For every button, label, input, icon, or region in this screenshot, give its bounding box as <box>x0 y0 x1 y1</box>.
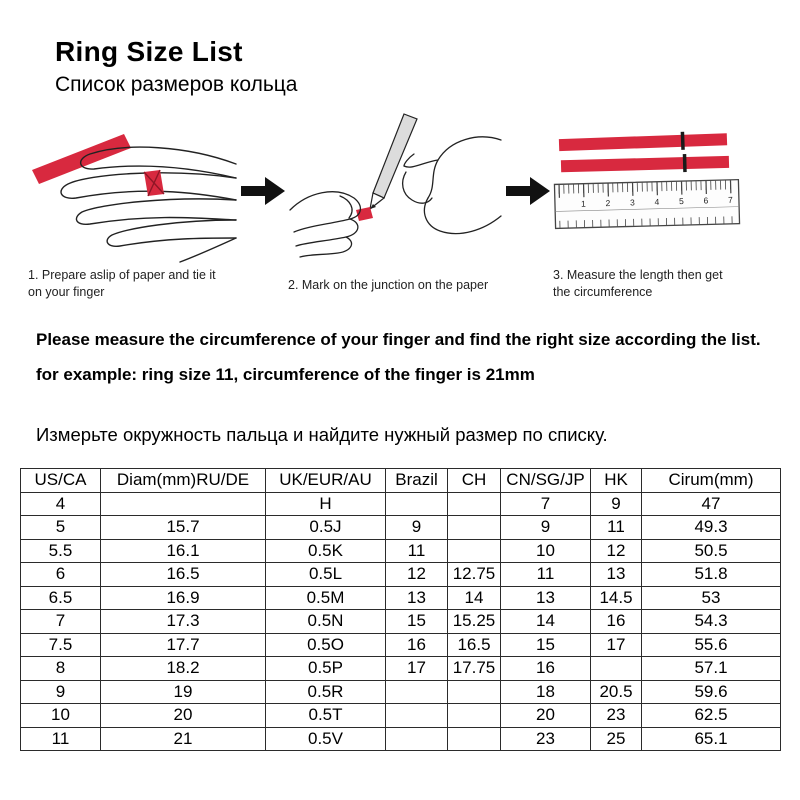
table-cell: 6 <box>21 563 101 587</box>
table-cell: 17.7 <box>101 633 266 657</box>
table-cell: 0.5P <box>266 657 386 681</box>
table-cell: 0.5N <box>266 610 386 634</box>
table-cell: 0.5T <box>266 704 386 728</box>
table-cell: 7 <box>501 492 591 516</box>
table-cell: 7 <box>21 610 101 634</box>
table-cell <box>448 680 501 704</box>
table-cell: 0.5O <box>266 633 386 657</box>
table-cell: 0.5V <box>266 727 386 751</box>
table-cell: 65.1 <box>642 727 781 751</box>
ruler-number: 3 <box>629 197 635 208</box>
size-table-body <box>21 492 781 751</box>
step1-caption: 1. Prepare aslip of paper and tie it on your finger <box>28 268 216 299</box>
table-cell: 18 <box>501 680 591 704</box>
table-cell: 12.75 <box>448 563 501 587</box>
table-row <box>21 610 781 634</box>
table-cell: 16 <box>501 657 591 681</box>
measured-paper-strips <box>559 130 729 175</box>
table-cell: 12 <box>591 539 642 563</box>
table-cell: 15.25 <box>448 610 501 634</box>
table-cell: 14 <box>501 610 591 634</box>
table-cell: 11 <box>591 516 642 540</box>
table-cell: 0.5L <box>266 563 386 587</box>
table-cell: 8 <box>21 657 101 681</box>
table-cell: 20 <box>501 704 591 728</box>
table-cell <box>448 704 501 728</box>
table-cell: 0.5R <box>266 680 386 704</box>
table-cell: 49.3 <box>642 516 781 540</box>
instruction-line-2: for example: ring size 11, circumference of the finger is 21mm <box>36 365 535 384</box>
table-cell: 59.6 <box>642 680 781 704</box>
table-cell: 0.5M <box>266 586 386 610</box>
page-title: Ring Size List <box>55 36 243 67</box>
table-cell: 15 <box>501 633 591 657</box>
column-header: HK <box>591 469 642 493</box>
table-cell <box>591 657 642 681</box>
table-cell: 12 <box>386 563 448 587</box>
table-cell: 6.5 <box>21 586 101 610</box>
table-cell: 51.8 <box>642 563 781 587</box>
writing-hand-outline <box>403 137 501 234</box>
table-cell: 13 <box>591 563 642 587</box>
table-cell <box>448 492 501 516</box>
table-cell: 16.1 <box>101 539 266 563</box>
table-cell: 16.5 <box>448 633 501 657</box>
table-cell: 13 <box>386 586 448 610</box>
table-row <box>21 516 781 540</box>
table-row <box>21 563 781 587</box>
table-cell: 0.5J <box>266 516 386 540</box>
table-cell: 16 <box>386 633 448 657</box>
table-cell: 17.75 <box>448 657 501 681</box>
table-cell <box>386 704 448 728</box>
table-cell: 50.5 <box>642 539 781 563</box>
table-cell <box>448 516 501 540</box>
table-cell: H <box>266 492 386 516</box>
table-cell: 23 <box>591 704 642 728</box>
table-cell: 9 <box>386 516 448 540</box>
step2-marking-illustration <box>288 112 503 264</box>
step-1 <box>28 112 238 301</box>
ruler-number: 7 <box>727 194 733 205</box>
table-cell: 16.9 <box>101 586 266 610</box>
column-header: CN/SG/JP <box>501 469 591 493</box>
table-cell: 0.5K <box>266 539 386 563</box>
column-header: Brazil <box>386 469 448 493</box>
table-cell: 55.6 <box>642 633 781 657</box>
table-cell: 57.1 <box>642 657 781 681</box>
table-cell: 15.7 <box>101 516 266 540</box>
table-cell: 5.5 <box>21 539 101 563</box>
table-cell: 54.3 <box>642 610 781 634</box>
table-cell <box>386 492 448 516</box>
finger-with-paper-outline <box>290 192 360 257</box>
ruler-number: 4 <box>654 196 660 207</box>
ring-size-table <box>20 468 781 751</box>
step-2 <box>288 112 503 294</box>
table-cell <box>448 727 501 751</box>
instruction-line-1: Please measure the circumference of your finger and find the right size according the list. <box>36 330 761 349</box>
table-cell <box>386 727 448 751</box>
table-cell <box>448 539 501 563</box>
table-cell: 20 <box>101 704 266 728</box>
table-cell: 9 <box>21 680 101 704</box>
table-cell: 11 <box>386 539 448 563</box>
table-cell: 25 <box>591 727 642 751</box>
table-cell: 14 <box>448 586 501 610</box>
table-row <box>21 727 781 751</box>
table-cell: 17 <box>386 657 448 681</box>
ruler-number: 1 <box>580 198 586 209</box>
strip-mark <box>683 154 687 172</box>
table-row <box>21 492 781 516</box>
table-cell: 11 <box>501 563 591 587</box>
table-cell: 19 <box>101 680 266 704</box>
ruler-number: 6 <box>703 195 709 206</box>
column-header: US/CA <box>21 469 101 493</box>
table-row <box>21 586 781 610</box>
table-cell: 7.5 <box>21 633 101 657</box>
ruler-number: 2 <box>605 197 611 209</box>
table-cell: 14.5 <box>591 586 642 610</box>
arrow-right-icon <box>240 174 286 208</box>
table-cell: 17.3 <box>101 610 266 634</box>
table-cell: 4 <box>21 492 101 516</box>
instruction-line-ru: Измерьте окружность пальца и найдите нужный размер по списку. <box>36 424 608 445</box>
table-cell: 18.2 <box>101 657 266 681</box>
ruler <box>554 180 739 229</box>
table-row <box>21 633 781 657</box>
pencil-icon <box>370 114 417 209</box>
table-cell: 13 <box>501 586 591 610</box>
table-cell: 5 <box>21 516 101 540</box>
table-header-row <box>21 469 781 493</box>
step3-caption: 3. Measure the length then get the circumference <box>553 268 723 299</box>
table-row <box>21 680 781 704</box>
table-cell: 9 <box>591 492 642 516</box>
column-header: CH <box>448 469 501 493</box>
table-cell: 15 <box>386 610 448 634</box>
table-cell: 20.5 <box>591 680 642 704</box>
column-header: UK/EUR/AU <box>266 469 386 493</box>
table-cell: 16.5 <box>101 563 266 587</box>
table-cell: 9 <box>501 516 591 540</box>
table-cell: 21 <box>101 727 266 751</box>
table-cell: 53 <box>642 586 781 610</box>
step2-caption: 2. Mark on the junction on the paper <box>288 278 489 292</box>
step-3 <box>553 112 745 301</box>
table-cell <box>101 492 266 516</box>
column-header: Diam(mm)RU/DE <box>101 469 266 493</box>
table-row <box>21 539 781 563</box>
table-cell: 11 <box>21 727 101 751</box>
table-cell: 47 <box>642 492 781 516</box>
table-cell: 10 <box>21 704 101 728</box>
table-cell: 17 <box>591 633 642 657</box>
column-header: Cirum(mm) <box>642 469 781 493</box>
arrow-right-icon <box>505 174 551 208</box>
strip-mark <box>681 132 685 150</box>
step3-ruler-illustration <box>553 112 745 264</box>
table-cell: 10 <box>501 539 591 563</box>
page-subtitle: Список размеров кольца <box>55 73 298 96</box>
step1-hand-with-paper-illustration <box>28 112 238 264</box>
steps-row <box>28 112 784 301</box>
table-cell <box>386 680 448 704</box>
table-row <box>21 657 781 681</box>
table-row <box>21 704 781 728</box>
table-cell: 23 <box>501 727 591 751</box>
table-cell: 62.5 <box>642 704 781 728</box>
table-cell: 16 <box>591 610 642 634</box>
ruler-number: 5 <box>678 196 684 207</box>
